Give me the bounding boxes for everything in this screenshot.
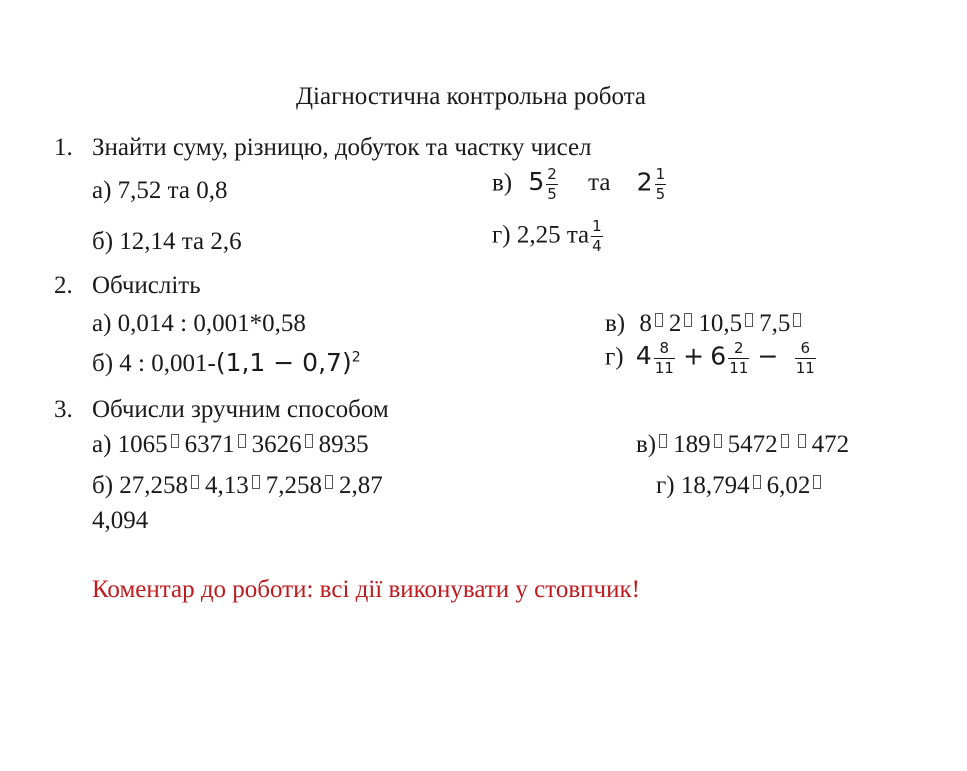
task-3-v [636,431,849,459]
missing-glyph-icon [238,434,246,448]
task-2-v [605,310,807,338]
expr-term: 27,258 [119,472,189,499]
task-3-number: 3. [54,396,73,423]
task-1-v-label: в) [492,169,513,197]
missing-glyph-icon [252,475,260,489]
numerator: 2 [547,165,557,183]
numerator: 1 [592,217,602,235]
expr-term: 7,258 [265,472,323,499]
task-3-b-label: б) [92,472,114,499]
missing-glyph-icon [684,313,692,327]
task-3-a [92,431,369,459]
task-2-g-label: г) [605,343,624,371]
missing-glyph-icon [305,434,313,448]
task-2-b-math: (1,1 − 0,7) [215,348,352,377]
expr-term: 4,13 [205,472,249,499]
missing-glyph-icon [191,475,199,489]
fraction [546,166,558,204]
page-title: Діагностична контрольна робота [296,83,647,110]
task-2-v-label: в) [605,310,626,337]
task-1-g [492,218,605,256]
task-3-a-label: а) [92,431,112,458]
missing-glyph-icon [798,434,806,448]
task-1-a: а) 7,52 та 0,8 [92,177,228,204]
fraction [591,218,603,256]
numerator: 2 [733,339,744,357]
fraction [795,340,816,378]
task-3-v-label: в) [636,431,657,458]
task-2-b [92,348,361,378]
expr-term: 8 [639,310,652,337]
task-3-heading: Обчисли зручним способом [92,396,389,423]
expr-term: 10,5 [698,310,743,337]
denominator: 5 [655,185,666,204]
expr-term: 2,87 [339,472,383,499]
fraction [655,166,667,204]
missing-glyph-icon [171,434,179,448]
expr-term: 5472 [727,431,778,458]
task-1-v-ta: та [588,169,611,197]
task-3-b-tail: 4,094 [92,507,149,534]
missing-glyph-icon [745,313,753,327]
expr-term: 18,794 [680,472,750,499]
expr-term: 3626 [251,431,302,458]
operator: + [683,341,705,371]
missing-glyph-icon [655,313,663,327]
missing-glyph-icon [753,475,761,489]
task-1-b: б) 12,14 та 2,6 [92,228,242,255]
task-3-g [656,472,827,500]
denominator: 4 [592,237,602,256]
denominator: 11 [795,359,815,378]
operator: − [757,341,779,371]
expr-term: 189 [673,431,711,458]
task-2-a: а) 0,014 : 0,001*0,58 [92,310,306,337]
numerator: 1 [655,165,666,183]
whole-part: 4 [635,341,652,371]
numerator: 6 [800,339,811,357]
expr-term: 6,02 [766,472,811,499]
task-2-b-text: б) 4 : 0,001- [92,350,216,377]
exponent: 2 [351,349,361,366]
numerator: 8 [659,339,670,357]
comment-note: Коментар до роботи: всі дії виконувати у стовпчик! [92,576,640,603]
fraction [654,340,675,378]
missing-glyph-icon [659,434,667,448]
whole-part: 6 [710,341,727,371]
denominator: 11 [654,359,674,378]
expr-term: 8935 [318,431,369,458]
expr-term: 6371 [184,431,235,458]
task-1-g-text: г) 2,25 та [492,221,590,249]
expr-term: 1065 [117,431,168,458]
task-1-heading: Знайти суму, різницю, добуток та частку чисел [92,134,592,161]
expr-term: 7,5 [759,310,791,337]
task-2-g [605,340,818,378]
denominator: 11 [729,359,749,378]
task-2-number: 2. [54,272,73,299]
expr-term: 2 [668,310,682,337]
expr-term: 472 [811,431,850,458]
fraction [728,340,749,378]
task-1-number: 1. [54,134,73,161]
missing-glyph-icon [793,313,801,327]
task-2-heading: Обчисліть [92,272,201,299]
task-3-g-label: г) [656,472,675,499]
missing-glyph-icon [325,475,333,489]
missing-glyph-icon [714,434,722,448]
task-1-v-whole2: 2 [636,167,653,197]
missing-glyph-icon [813,475,821,489]
task-1-v [492,166,668,204]
missing-glyph-icon [781,434,789,448]
denominator: 5 [547,185,557,204]
task-1-v-whole1: 5 [528,167,545,197]
task-3-b [92,472,383,500]
